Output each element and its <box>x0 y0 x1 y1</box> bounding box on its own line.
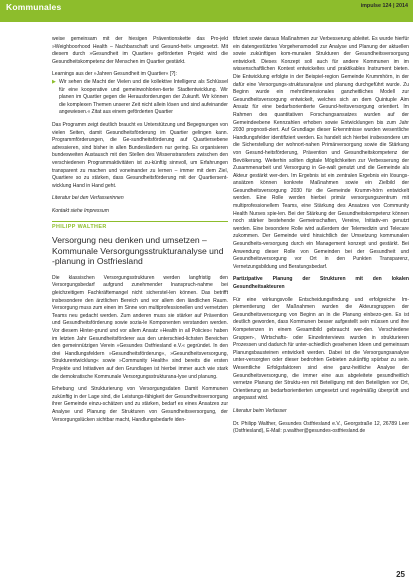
page-number: 25 <box>396 570 405 579</box>
learnings-bullet-text: Wir sehen die Macht der Vielen und die kollektive Intelligenz als Schlüssel für eine kooperative und gemeinwohlorien-tierte Stadtentwicklung. Wir planen im Quartier gegen die Herausforderungen der Zukunft. Wir können die komplexen Themen unserer Zeit nicht allein lösen und sind aufeinander angewiesen.« Zitat aus einem geförderten Quartier <box>59 78 228 116</box>
article-heading: Versorgung neu denken und umsetzen – Kommunale Versorgungsstrukturanalyse und -planung in Ostfriesland <box>52 235 224 267</box>
right-column <box>233 36 409 441</box>
contact-info: Dr. Philipp Walther, Gesundes Ostfriesland e.V., Georgstraße 12, 26789 Leer (Ostfriesland), E-Mail: p.walther@gesundes-ostfriesland.de <box>233 420 409 435</box>
section-subheading: Partizipative Planung der Strukturen mit den lokalen Gesundheitsakteuren <box>233 276 409 290</box>
body-paragraph-1: Die klassischen Versorgungsstrukturen werden langfristig den Versorgungsbedarf aufgrund zunehmender Inanspruch-nahme bei gleichzeitigem Fachkräftemangel nicht sicherstel-len können. Das betrifft insbesondere den ärztlichen Bereich und vor allem den ländlichen Raum. Versorgung muss zum einen im Sinne von multiprofessionellen und vernetzten Teams neu gedacht werden. Zum anderen muss sie stärker auf Prävention und Gesundheitsförderung sowie sozia-le Komponenten verstanden werden. Vor diesem Hinter-grund und vor allem Ansatz »Health in all Policies« haben im letzten Jahr Gesundheitsförderer aus den unterschied-lichsten Bereichen den gemeinnützigen Verein »Gesundes Ostfriesland e.V.« gegründet. In den drei Handlungsfeldern »Gesundheitsförderung«, »Gesundheitsversorgung, Strukturentwicklung« sowie »Community Health« sind bereits die ersten Projekte und Initiativen auf den Grundlagen ist hierbei immer auch wie stark die demokratische Kommunale Versorgungsstrukturana-lyse und planung. <box>52 274 228 380</box>
author-name: PHILIPP WALTHER <box>52 221 228 232</box>
arrow-bullet-icon: ▶ <box>52 78 56 85</box>
intro-paragraph: weise gemeinsam mit der hiesigen Präventionskette das Pro-jekt »Weighboorhood Health – Nachbarschaft und Gesund-heit« umgesetzt. Mit diesem durch »Gesundheit im Quartier« geförderten Projekt wird die Gesundheitskompetenz der Menschen im Quartier gestärkt. <box>52 36 228 65</box>
learnings-bullet <box>52 79 228 117</box>
program-paragraph: Das Programm zeigt deutlich braucht es Unterstützung und Begegnungen von vielen Seiten, damit Gesundheitsförderung im Quartier gelingen kann. Programmförderungen, die Ge-sundheitsförderung auf Quartiersebene adressieren, sind bisher in allen Bundesländern nur gering. Es organisieren bundesweiten Austausch mit den Stellen des Wissenstransfers zwischen den verschiedenen Programmaktivitäten ist zu-künftig sinnvoll, um Erfahrungen transparent zu machen und voneinander zu lernen – immer mit dem Ziel, Quartiere so zu stärken, dass Gesundheitsförderung mit der Quartiersent-wicklung Hand in Hand geht. <box>52 121 228 189</box>
header-bar <box>0 0 413 22</box>
learnings-intro: Learnings aus der »Jahren Gesundheit im Quartier« [?]: <box>52 71 177 78</box>
contact-note: Kontakt siehe Impressum <box>52 207 109 214</box>
body-paragraph-2: Erhebung und Strukturierung von Versorgungsdaten Damit Kommunen zukünftig in der Lage sind, die Leistungs-fähigkeit der Gesundheitsversorgung ihrer Gemeinde einzu-schätzen und zu stärken, bedarf es eines Ansatzes zur Analyse und Planung der Strukturen von Gesundheitsversorgung, der Versorgungslücken sichtbar macht, Handlungsbedarfe iden- <box>52 386 228 423</box>
section-label: Kommunales <box>0 0 71 15</box>
references-note: Literatur beim Verfasser <box>233 407 287 414</box>
right-body-paragraph-1: tifiziert sowie daraus Maßnahmen zur Verbesserung ableitet. Es wurde hierfür ein datengestütztes Vorgehensmodell zur Analyse und Planung der aktuellen sowie zukünftigen kom-munalen Strukturen der Gesundheitsversorgung entwickelt. Dieses Konzept soll auch für andere Kommunen im im wissenschaftlichen Kontext entwickeltes und praktikables Instrument bieten. Die Entwicklung erfolgte in der Beispiel-region Gemeinde Krummhörn, in der dafür eine Versorgungs-strukturanalyse und planung durchgeführt wurde. Zu Beginn wurde ein mehrdimensionales ganzheitliches Modell zur Gesundheitsversorgung entwickelt, welches sich an dem Quintuple Aim Ansatz für eine bedarfsorientierte Gesund-heitsversorgung orientiert. Im Rahmen des quantitativen Forschungsansatzes wurden auf der Gemeindeebene Kennzahlen erhoben sowie Entwicklungen bis zum Jahr 2030 prognosti-ziert. Auf Grundlage dieser Erkenntnisse wurden wesentliche Handlungsfelder identifiziert werden. Es handelt sich hierbei insbesondere um die Sicherstellung der wohnort-nahen Primärversorgung sowie die Stärkung von Gesund-heitsförderung, Prävention und Gesundheitskompetenz der Bevölkerung. Weiterhin sollten digitale Möglichkeiten zur Verbesserung der Zusammenarbeit und Versorgung in Ge-walt genutzt und die Gemeinde als Akteur gestärkt wer-den. Im Ergebnis ist ein zentralen Ergebnis ein lösungs-ansätzen können konkrete Maßnahmen sowie ein Zielbild der Gesundheitsversorgung 2030 für die Gemeinde Krumm-hörn entwickelt werden. Eine Rolle werden hierbei primär versorgungszentrum mit multiprofessionellem Teams, eine Stärkung des Ansatzes von Community Health Nurses spie-len. Bei der Stärkung der Gesundheitskompetenz können noch stärker bestehende Gemeinschaften, Vereine, Initiativ-en genutzt werden. Eine besondere Rolle wird außerdem der Telemedizin und Telecare zukommen. Der Gemeinde wird hinsichtlich der Umsetzung kommunalen Gesundheits-versorgung durch ein Management konzept und gestärkt. Bei Anwendung dieser Rolle von Gemeinden bei der Gesundheit und Gesundheitsversorgung vor Ort in den Punkten Transparenz, Vernetzungsbildung und Beratungsbedarf. <box>233 36 409 270</box>
issue-info: impulse 124 | 2014 <box>360 3 408 9</box>
left-column <box>52 36 228 429</box>
literature-note: Literatur bei den Verfasserinnen <box>52 195 124 202</box>
right-body-paragraph-2: Für eine wirkungsvolle Entscheidungsfindung und erfolgreiche Im-plementierung der Maßnahmen wurden die Akteursgruppen der Gesundheitsversorgung von Beginn an in die Planung einbezo-gen. Es ist deutlich geworden, dass Kommunen besser aufgestellt sein müssen und ihre Kompetenzen in einem Gesamtbild gebraucht wer-den. Verschiedene Gruppen-, Wirtschafts- oder Einzelinterviews wurden in strukturieren Prozessen und dadurch für unter-schiedlich gesehenen Ideen und gemeinsam Planungsbausteinen entwickelt werden. Dabei ist die Versorgungsanalyse unter-versorgten oder dieser bedrohten Gebieten zukünftig spürbar zu sein. Wesentliche Erfolgsfaktoren sind eine ganz-heitliche Analyse der Gesundheitsversorgung, die immer eine aus abgeleitete gesundheitlich vernetze Planung der Struktu-ren mit Beteiligung mit den Beteiligten vor Ort, Orientierung an bedarfsorientierten umgesetzt und regelmäßig überprüft und angepasst wird. <box>233 296 409 402</box>
